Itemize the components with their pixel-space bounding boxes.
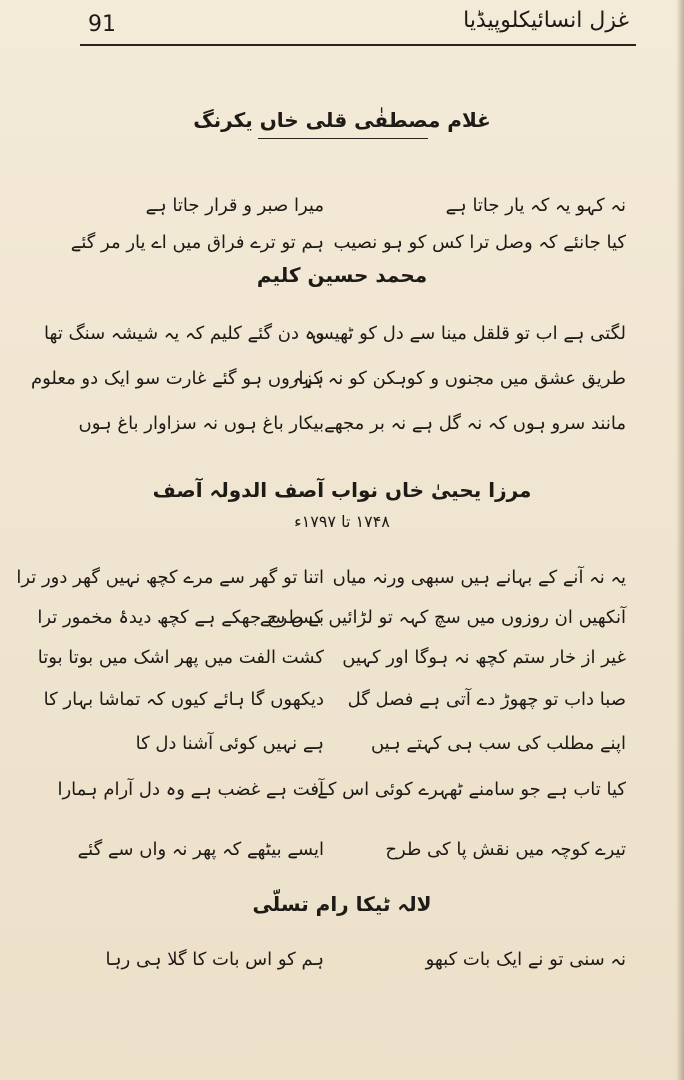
header-rule — [80, 44, 636, 46]
couplet — [0, 223, 684, 267]
page-number: 91 — [88, 12, 116, 37]
couplet — [0, 558, 684, 602]
page-edge-shadow — [676, 0, 684, 1080]
couplet-second-line: ہم تو ترے فراق میں اے یار مر گئے — [70, 232, 324, 253]
couplet-first-line: لگتی ہے اب تو قلقل مینا سے دل کو ٹھیس — [311, 323, 626, 344]
poet-heading-2: محمد حسین کلیم — [256, 263, 428, 287]
couplet — [0, 638, 684, 682]
couplet-second-line: دیکھوں گا ہائے کیوں کہ تماشا بہار کا — [43, 689, 324, 710]
couplet — [0, 940, 684, 984]
couplet-first-line: غیر از خار ستم کچھ نہ ہوگا اور کہیں — [342, 647, 626, 668]
couplet-first-line: تیرے کوچہ میں نقش پا کی طرح — [385, 839, 626, 860]
couplet-second-line: وہ دن گئے کلیم کہ یہ شیشہ سنگ تھا — [44, 323, 324, 344]
couplet-first-line: مانند سرو ہوں کہ نہ گل ہے نہ بر مجھے — [324, 413, 626, 434]
couplet — [0, 404, 684, 448]
couplet-first-line: نہ سنی تو نے ایک بات کبھو — [425, 949, 626, 970]
couplet-first-line: نہ کہو یہ کہ یار جاتا ہے — [445, 195, 626, 216]
poet-heading-1: غلام مصطفٰی قلی خاں یکرنگ — [193, 108, 491, 132]
couplet-second-line: ہے نہیں کوئی آشنا دل کا — [135, 733, 324, 754]
couplet — [0, 830, 684, 874]
couplet-second-line: بیکار باغ ہوں نہ سزاوار باغ ہوں — [78, 413, 324, 434]
couplet-first-line: کیا تاب ہے جو سامنے ٹھہرے کوئی اس کے — [317, 779, 626, 800]
couplet-second-line: میرا صبر و قرار جاتا ہے — [145, 195, 324, 216]
couplet-first-line: صبا داب تو چھوڑ دے آتی ہے فصل گل — [347, 689, 626, 710]
couplet — [0, 598, 684, 642]
couplet-first-line: کیا جانئے کہ وصل ترا کس کو ہو نصیب — [333, 232, 626, 253]
couplet — [0, 359, 684, 403]
couplet-first-line: طریق عشق میں مجنوں و کوہکن کو نہ کہہ — [292, 368, 626, 389]
poet-heading-3: مرزا یحییٰ خاں نواب آصف الدولہ آصف — [152, 478, 532, 502]
running-title: غزل انسائیکلوپیڈیا — [463, 8, 629, 33]
couplet-first-line: اپنے مطلب کی سب ہی کہتے ہیں — [370, 733, 626, 754]
couplet-second-line: ہم کو اس بات کا گلا ہی رہا — [105, 949, 324, 970]
couplet-second-line: کشت الفت میں پھر اشک میں بوتا بوتا — [37, 647, 324, 668]
poet-years: ۱۷۴۸ تا ۱۷۹۷ء — [294, 512, 390, 531]
poet-heading-4: لالہ ٹیکا رام تسلّی — [252, 892, 432, 916]
couplet-first-line: یہ نہ آنے کے بہانے ہیں سبھی ورنہ میاں — [332, 567, 626, 588]
couplet — [0, 724, 684, 768]
poet-heading-underline-1 — [258, 138, 428, 139]
couplet-second-line: اتنا تو گھر سے مرے کچھ نہیں گھر دور ترا — [16, 567, 324, 588]
couplet — [0, 314, 684, 358]
couplet — [0, 680, 684, 724]
couplet-second-line: ایسے بیٹھے کہ پھر نہ واں سے گئے — [77, 839, 324, 860]
couplet-second-line: آفت ہے غضب ہے وہ دل آرام ہمارا — [57, 779, 324, 800]
couplet-second-line: ہزاروں ہو گئے غارت سو ایک دو معلوم — [30, 368, 324, 389]
couplet-first-line: آنکھیں ان روزوں میں سچ کہہ تو لڑائیں کس سے — [259, 607, 626, 628]
couplet — [0, 770, 684, 814]
couplet-second-line: بے طرح جھکے ہے کچھ دیدۂ مخمور ترا — [37, 607, 324, 628]
